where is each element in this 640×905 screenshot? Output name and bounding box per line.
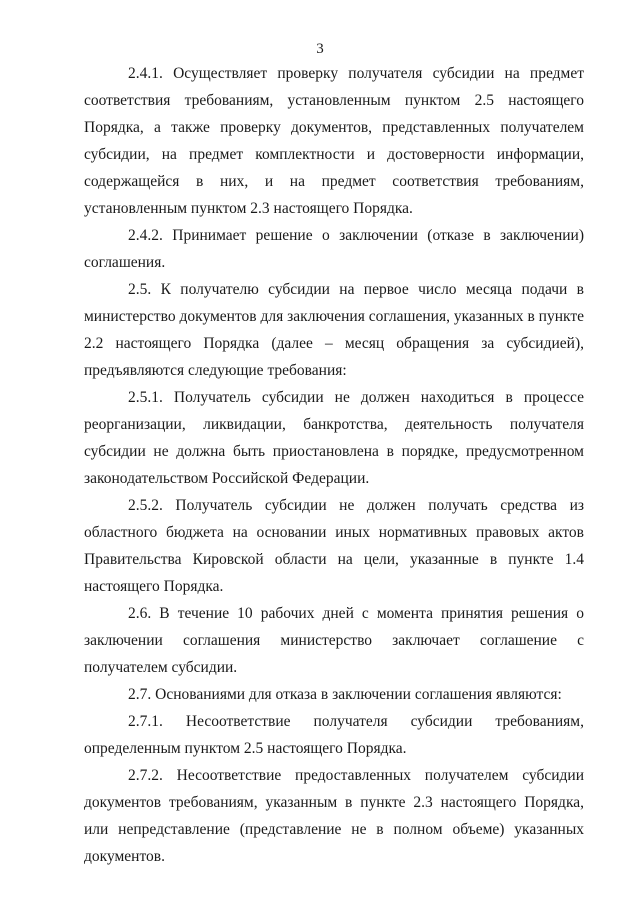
paragraph-2-7-1: 2.7.1. Несоответствие получателя субсидии требованиям, определенным пунктом 2.5 настоящего Порядка.	[84, 713, 584, 757]
paragraph-2-5: 2.5. К получателю субсидии на первое число месяца подачи в министерство документов для заключения соглашения, указанных в пункте 2.2 настоящего Порядка (далее – месяц обращения за субсидией), предъявляются следующие требования:	[84, 281, 584, 379]
paragraph-2-4-1: 2.4.1. Осуществляет проверку получателя субсидии на предмет соответствия требованиям, установленным пунктом 2.5 настоящего Порядка, а также проверку документов, представленных получателем субсидии, на предмет комплектности и достоверности информации, содержащейся в них, и на предмет соответствия требованиям, установленным пунктом 2.3 настоящего Порядка.	[84, 65, 584, 217]
paragraph-2-4-2: 2.4.2. Принимает решение о заключении (отказе в заключении) соглашения.	[84, 227, 584, 271]
paragraph-2-7: 2.7. Основаниями для отказа в заключении соглашения являются:	[128, 686, 562, 703]
paragraph-2-5-2: 2.5.2. Получатель субсидии не должен получать средства из областного бюджета на основании иных нормативных правовых актов Правительства Кировской области на цели, указанные в пункте 1.4 настоящего Порядка.	[84, 497, 584, 595]
paragraph-2-7-2: 2.7.2. Несоответствие предоставленных получателем субсидии документов требованиям, указанным в пункте 2.3 настоящего Порядка, или непредставление (представление не в полном объеме) указанных документов.	[84, 767, 584, 865]
paragraph-2-5-1: 2.5.1. Получатель субсидии не должен находиться в процессе реорганизации, ликвидации, банкротства, деятельность получателя субсидии не должна быть приостановлена в порядке, предусмотренном законодательством Российской Федерации.	[84, 389, 584, 487]
document-body	[84, 60, 584, 870]
paragraph-2-6: 2.6. В течение 10 рабочих дней с момента принятия решения о заключении соглашения министерство заключает соглашение с получателем субсидии.	[84, 605, 584, 676]
page-number: 3	[316, 41, 324, 57]
